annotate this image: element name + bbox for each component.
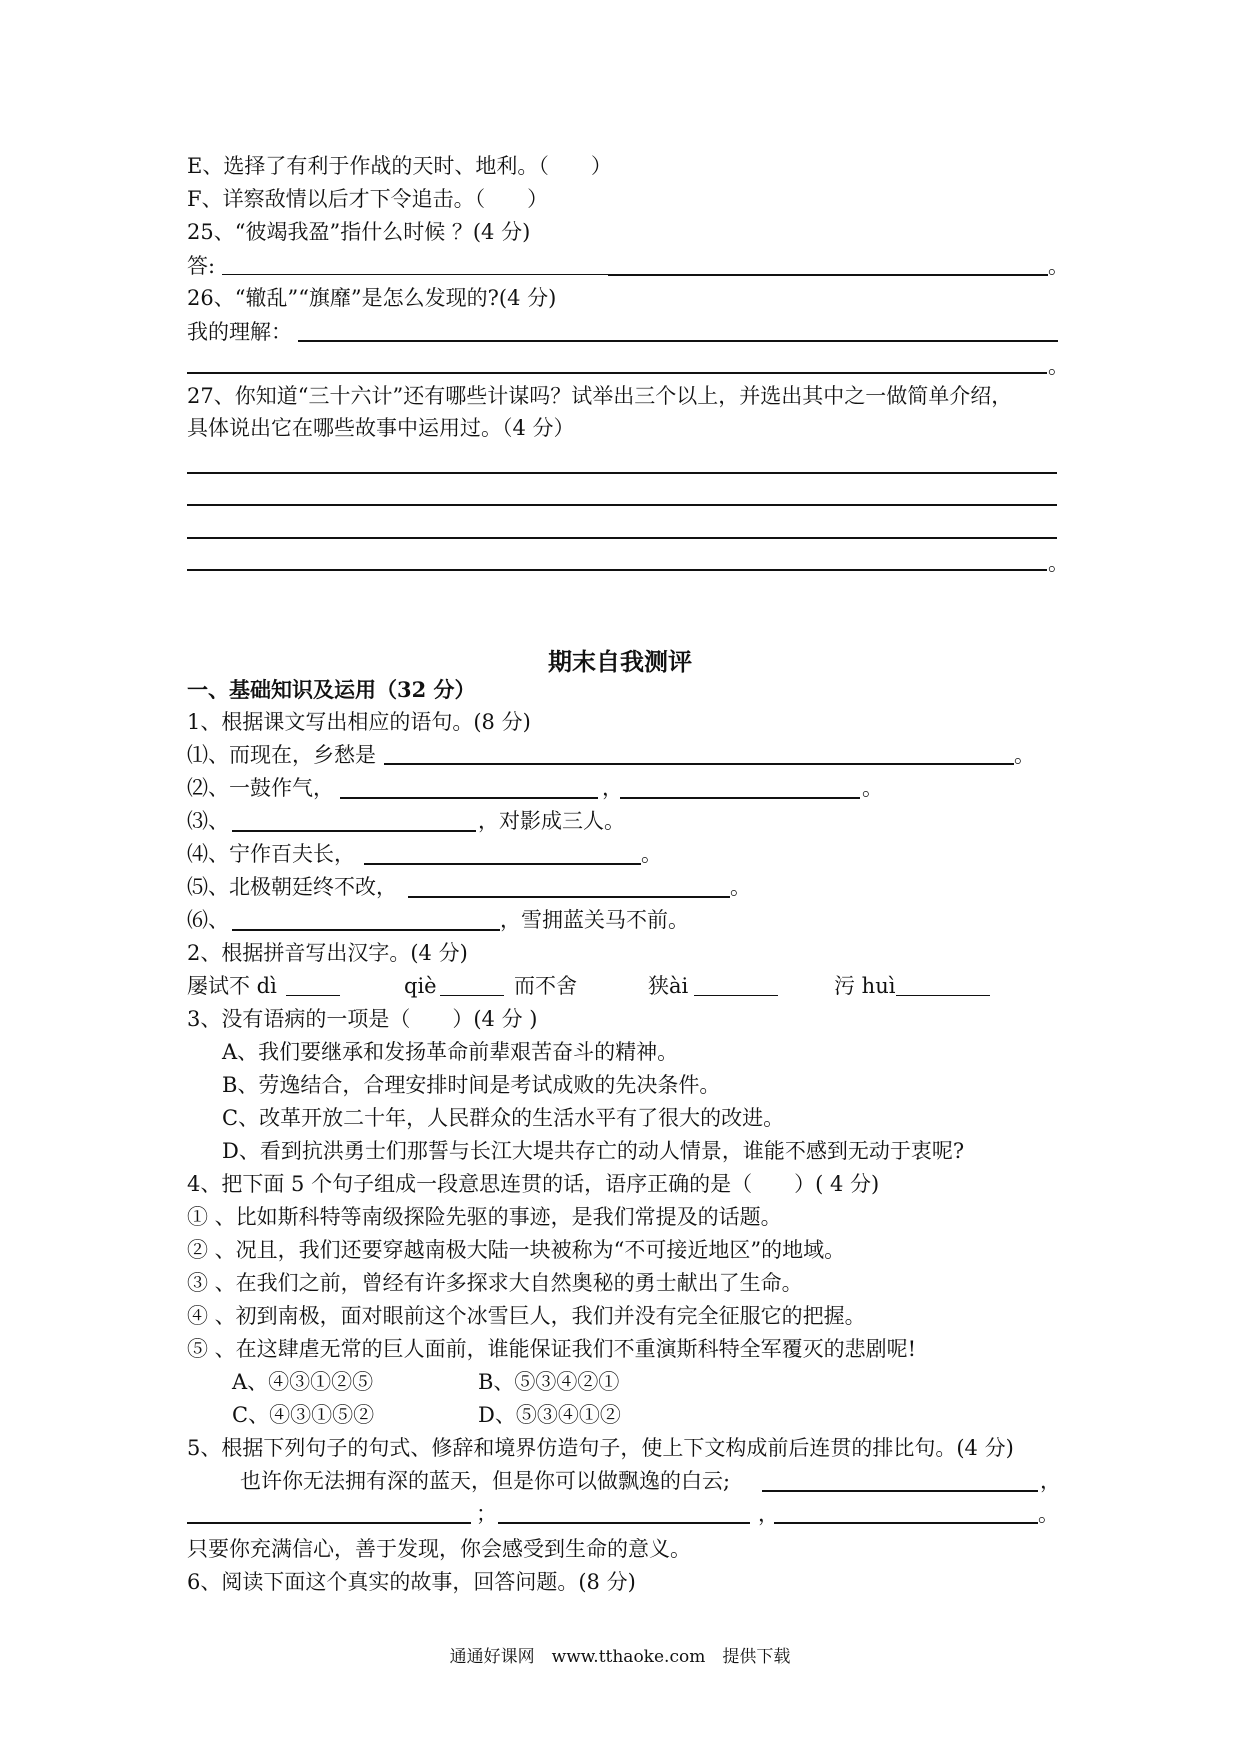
q5-blank-2[interactable] xyxy=(187,1522,471,1524)
q4-option-a: A、④③①②⑤ xyxy=(232,1370,374,1394)
q27-answer-blank-2[interactable] xyxy=(187,504,1057,506)
q4-option-b: B、⑤③④②① xyxy=(478,1370,620,1394)
q26-question: 26、“辙乱”“旗靡”是怎么发现的?(4 分) xyxy=(187,286,557,310)
q6-question: 6、阅读下面这个真实的故事，回答问题。(8 分) xyxy=(187,1570,636,1594)
q5-comma-1: ， xyxy=(1040,1469,1061,1493)
q1-item-4-pre: ⑷、宁作百夫长， xyxy=(187,842,355,866)
q2-item-2-blank[interactable] xyxy=(440,995,504,996)
q2-item-4: 狭ài xyxy=(648,974,689,998)
q1-item-4-blank[interactable] xyxy=(364,863,641,865)
q1-item-2-blank-2[interactable] xyxy=(620,797,860,799)
q3-option-a: A、我们要继承和发扬革命前辈艰苦奋斗的精神。 xyxy=(222,1040,679,1064)
q1-item-5-pre: ⑸、北极朝廷终不改， xyxy=(187,875,397,899)
q2-question: 2、根据拼音写出汉字。(4 分) xyxy=(187,941,468,965)
q4-sentence-4: ④ 、初到南极，面对眼前这个冰雪巨人，我们并没有完全征服它的把握。 xyxy=(187,1304,866,1328)
q2-item-1-blank[interactable] xyxy=(286,995,340,996)
q4-sentence-3: ③ 、在我们之前，曾经有许多探求大自然奥秘的勇士献出了生命。 xyxy=(187,1271,803,1295)
q2-item-2: qiè xyxy=(404,974,437,998)
q5-question: 5、根据下列句子的句式、修辞和境界仿造句子，使上下文构成前后连贯的排比句。(4 分) xyxy=(187,1436,1014,1460)
q1-item-3-post: ，对影成三人。 xyxy=(478,809,625,833)
q24-option-f: F、详察敌情以后才下令追击。（ ） xyxy=(187,187,549,211)
q25-answer-blank-2[interactable] xyxy=(608,274,1048,276)
q2-item-3: 而不舍 xyxy=(514,974,577,998)
q4-sentence-1: ① 、比如斯科特等南级探险先驱的事迹，是我们常提及的话题。 xyxy=(187,1205,782,1229)
q4-question: 4、把下面 5 个句子组成一段意思连贯的话，语序正确的是（ ）( 4 分) xyxy=(187,1172,880,1196)
q5-semicolon: ； xyxy=(476,1502,497,1526)
q27-period: 。 xyxy=(1048,551,1069,575)
q26-understanding-label: 我的理解： xyxy=(187,320,292,344)
q5-period: 。 xyxy=(1038,1502,1059,1526)
q1-item-1-post: 。 xyxy=(1014,743,1035,767)
q5-comma-2: ， xyxy=(758,1502,779,1526)
q1-item-2-post: 。 xyxy=(862,776,883,800)
q3-question: 3、没有语病的一项是（ ）(4 分 ) xyxy=(187,1007,538,1031)
q25-period: 。 xyxy=(1048,254,1069,278)
q1-question: 1、根据课文写出相应的语句。(8 分) xyxy=(187,710,531,734)
exam-title: 期末自我测评 xyxy=(548,647,692,676)
q25-answer-label: 答: xyxy=(187,254,216,278)
q5-blank-4[interactable] xyxy=(774,1522,1038,1524)
q1-item-3-blank[interactable] xyxy=(232,830,476,832)
q5-blank-3[interactable] xyxy=(498,1522,750,1524)
q27-answer-blank-4[interactable] xyxy=(187,569,1047,571)
q3-option-c: C、改革开放二十年，人民群众的生活水平有了很大的改进。 xyxy=(222,1106,785,1130)
q2-item-5: 污 huì xyxy=(834,974,896,998)
q27-answer-blank-1[interactable] xyxy=(187,472,1057,474)
q24-option-e: E、选择了有利于作战的天时、地利。（ ） xyxy=(187,154,612,178)
section-1-heading: 一、基础知识及运用（32 分） xyxy=(187,677,476,702)
q2-item-1: 屡试不 dì xyxy=(187,974,277,998)
q1-item-6-pre: ⑹、 xyxy=(187,908,229,932)
q5-tail-sentence: 只要你充满信心，善于发现，你会感受到生命的意义。 xyxy=(187,1537,691,1561)
q4-option-c: C、④③①⑤② xyxy=(232,1403,375,1427)
q1-item-2-blank-1[interactable] xyxy=(340,797,598,799)
q27-question-line-2: 具体说出它在哪些故事中运用过。（4 分） xyxy=(187,416,575,440)
q5-blank-1[interactable] xyxy=(762,1490,1038,1492)
q4-option-d: D、⑤③④①② xyxy=(478,1403,621,1427)
q27-question-line-1: 27、你知道“三十六计”还有哪些计谋吗？试举出三个以上，并选出其中之一做简单介绍， xyxy=(187,384,1013,408)
q25-question: 25、“彼竭我盈”指什么时候 ？(4 分) xyxy=(187,220,531,244)
q26-period: 。 xyxy=(1048,354,1069,378)
q27-answer-blank-3[interactable] xyxy=(187,537,1057,539)
q5-sentence: 也许你无法拥有深的蓝天，但是你可以做飘逸的白云; xyxy=(240,1469,731,1493)
q2-item-5-blank[interactable] xyxy=(896,995,990,996)
q3-option-b: B、劳逸结合，合理安排时间是考试成败的先决条件。 xyxy=(222,1073,721,1097)
q1-item-5-post: 。 xyxy=(730,875,751,899)
q1-item-2-pre: ⑵、一鼓作气， xyxy=(187,776,334,800)
q1-item-5-blank[interactable] xyxy=(408,896,730,898)
q26-answer-blank-2[interactable] xyxy=(187,372,1047,374)
q4-sentence-5: ⑤ 、在这肆虐无常的巨人面前，谁能保证我们不重演斯科特全军覆灭的悲剧呢! xyxy=(187,1337,917,1361)
q3-option-d: D、看到抗洪勇士们那誓与长江大堤共存亡的动人情景，谁能不感到无动于衷呢? xyxy=(222,1139,965,1163)
q25-answer-blank-1[interactable] xyxy=(222,274,610,275)
q1-item-2-mid: ， xyxy=(602,776,623,800)
footer-download-note: 通通好课网 www.tthaoke.com 提供下载 xyxy=(449,1647,791,1667)
q1-item-1-blank[interactable] xyxy=(384,763,1014,765)
q26-answer-blank-1[interactable] xyxy=(298,340,1058,342)
q2-item-4-blank[interactable] xyxy=(694,995,778,996)
q1-item-6-blank[interactable] xyxy=(232,929,500,931)
q4-sentence-2: ② 、况且，我们还要穿越南极大陆一块被称为“不可接近地区”的地域。 xyxy=(187,1238,846,1262)
q1-item-4-post: 。 xyxy=(641,842,662,866)
q1-item-3-pre: ⑶、 xyxy=(187,809,229,833)
q1-item-1-pre: ⑴、而现在，乡愁是 xyxy=(187,743,376,767)
q1-item-6-post: ，雪拥蓝关马不前。 xyxy=(500,908,689,932)
